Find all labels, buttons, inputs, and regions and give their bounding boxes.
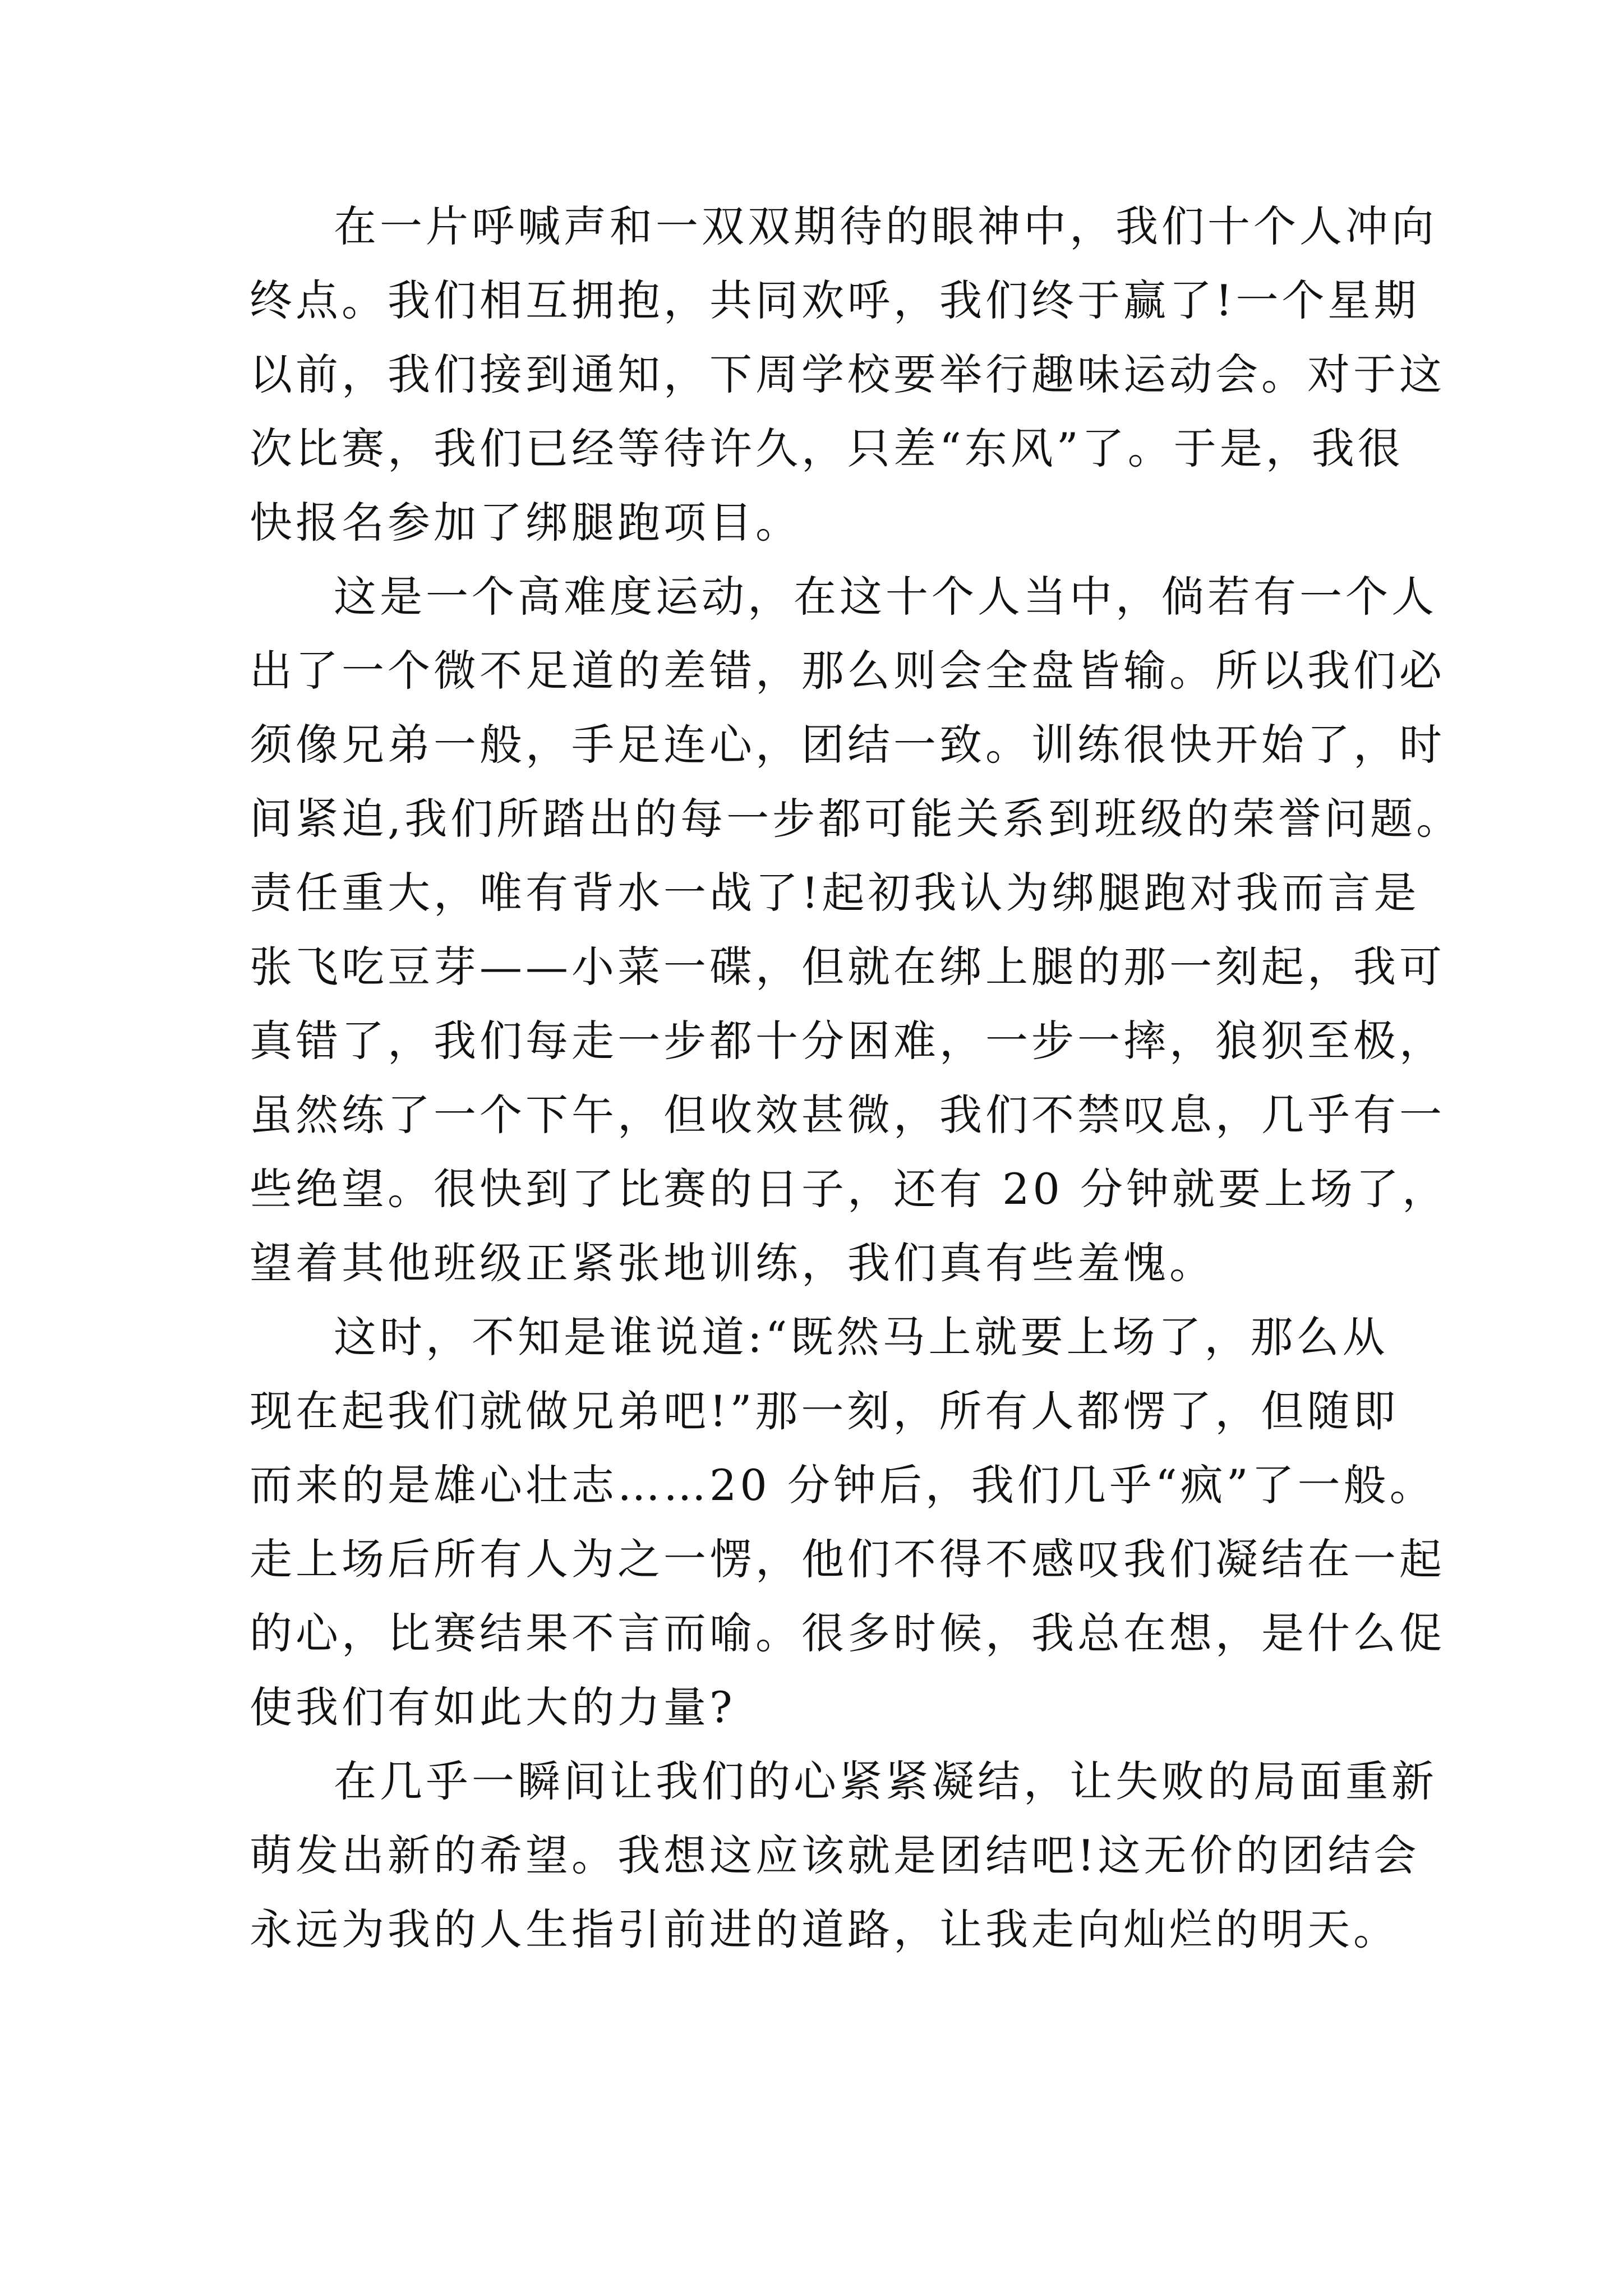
text-line: 须像兄弟一般，手足连心，团结一致。训练很快开始了，时 [250,720,1445,770]
text-line: 虽然练了一个下午，但收效甚微，我们不禁叹息，几乎有一 [250,1090,1445,1140]
text-line: 出了一个微不足道的差错，那么则会全盘皆输。所以我们必 [250,646,1445,696]
paragraph-2 [250,560,1463,1300]
text-line: 走上场后所有人为之一愣，他们不得不感叹我们凝结在一起 [250,1534,1445,1584]
text-line: 张飞吃豆芽——小菜一碟，但就在绑上腿的那一刻起，我可 [250,942,1445,992]
paragraph-3 [250,1300,1445,1745]
text-line: 而来的是雄心壮志……20 分钟后，我们几乎“疯”了一般。 [250,1460,1436,1510]
text-line: 这时，不知是谁说道:“既然马上就要上场了，那么从 [334,1312,1389,1362]
text-line: 的心，比赛结果不言而喻。很多时候，我总在想，是什么促 [250,1608,1445,1658]
text-line: 责任重大，唯有背水一战了!起初我认为绑腿跑对我而言是 [250,868,1420,918]
text-line: 终点。我们相互拥抱，共同欢呼，我们终于赢了!一个星期 [250,275,1420,325]
text-line: 以前，我们接到通知，下周学校要举行趣味运动会。对于这 [250,349,1445,399]
text-line: 这是一个高难度运动，在这十个人当中，倘若有一个人 [334,572,1437,622]
text-line: 在一片呼喊声和一双双期待的眼神中，我们十个人冲向 [334,201,1437,251]
document-body [250,190,1463,1967]
paragraph-1 [250,190,1445,560]
text-line: 现在起我们就做兄弟吧!”那一刻，所有人都愣了，但随即 [250,1386,1399,1436]
text-line: 次比赛，我们已经等待许久，只差“东风”了。于是，我很 [250,424,1404,473]
text-line: 间紧迫,我们所踏出的每一步都可能关系到班级的荣誉问题。 [250,794,1463,844]
text-line: 快报名参加了绑腿跑项目。 [250,498,801,547]
text-line: 使我们有如此大的力量? [250,1682,736,1732]
text-line: 真错了，我们每走一步都十分困难，一步一摔，狼狈至极， [250,1016,1445,1066]
text-line: 些绝望。很快到了比赛的日子，还有 20 分钟就要上场了， [250,1164,1449,1214]
text-line: 萌发出新的希望。我想这应该就是团结吧!这无价的团结会 [250,1830,1420,1880]
text-line: 望着其他班级正紧张地训练，我们真有些羞愧。 [250,1238,1215,1288]
text-line: 永远为我的人生指引前进的道路，让我走向灿烂的明天。 [250,1904,1399,1954]
paragraph-4 [250,1745,1437,1967]
text-line: 在几乎一瞬间让我们的心紧紧凝结，让失败的局面重新 [334,1756,1437,1806]
